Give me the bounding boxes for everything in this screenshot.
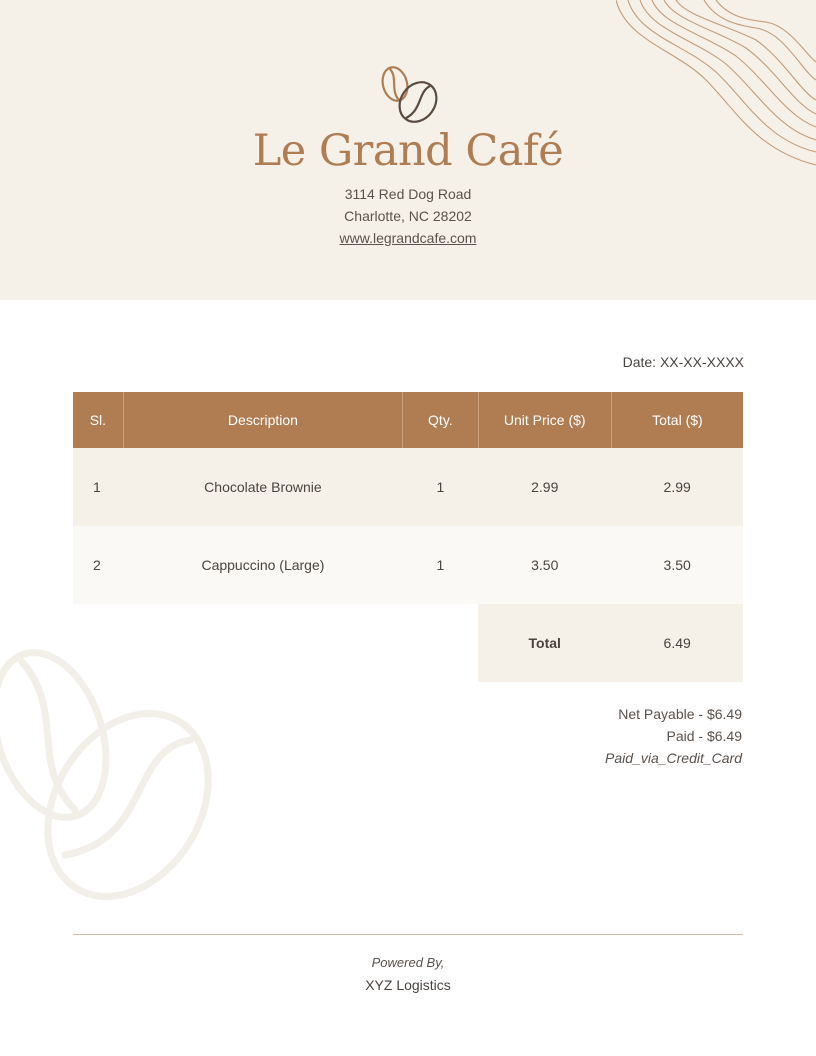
- row-description: Cappuccino (Large): [123, 526, 402, 604]
- table-row: [73, 526, 743, 604]
- total-label: Total: [478, 604, 611, 682]
- column-header-qty: Qty.: [403, 392, 479, 448]
- powered-by-label: Powered By,: [371, 955, 445, 970]
- invoice-date: Date: XX-XX-XXXX: [622, 354, 744, 370]
- row-qty: 1: [403, 448, 479, 526]
- address-line-2: Charlotte, NC 28202: [344, 208, 472, 224]
- footer-divider: [73, 934, 743, 935]
- paid-amount: Paid - $6.49: [666, 728, 742, 744]
- row-unit-price: 3.50: [478, 526, 611, 604]
- row-total: 3.50: [611, 526, 743, 604]
- table-header-row: [73, 392, 743, 448]
- row-sl: 1: [73, 448, 123, 526]
- row-qty: 1: [403, 526, 479, 604]
- row-total: 2.99: [611, 448, 743, 526]
- company-name: XYZ Logistics: [365, 977, 451, 993]
- total-row: [73, 604, 743, 682]
- cafe-title: Le Grand Café: [252, 126, 564, 176]
- large-coffee-bean-watermark-icon: [0, 640, 230, 920]
- coffee-beans-logo-icon: [378, 62, 440, 126]
- row-description: Chocolate Brownie: [123, 448, 402, 526]
- row-sl: 2: [73, 526, 123, 604]
- total-spacer: [73, 604, 478, 682]
- website-link[interactable]: www.legrandcafe.com: [339, 230, 477, 246]
- net-payable: Net Payable - $6.49: [618, 706, 742, 722]
- row-unit-price: 2.99: [478, 448, 611, 526]
- invoice-table: [73, 392, 743, 682]
- header-banner: [0, 0, 816, 300]
- column-header-unit-price: Unit Price ($): [478, 392, 611, 448]
- table-row: [73, 448, 743, 526]
- address-line-1: 3114 Red Dog Road: [344, 186, 472, 202]
- column-header-description: Description: [123, 392, 402, 448]
- column-header-total: Total ($): [611, 392, 743, 448]
- column-header-sl: Sl.: [73, 392, 123, 448]
- total-value: 6.49: [611, 604, 743, 682]
- payment-method: Paid_via_Credit_Card: [605, 750, 742, 766]
